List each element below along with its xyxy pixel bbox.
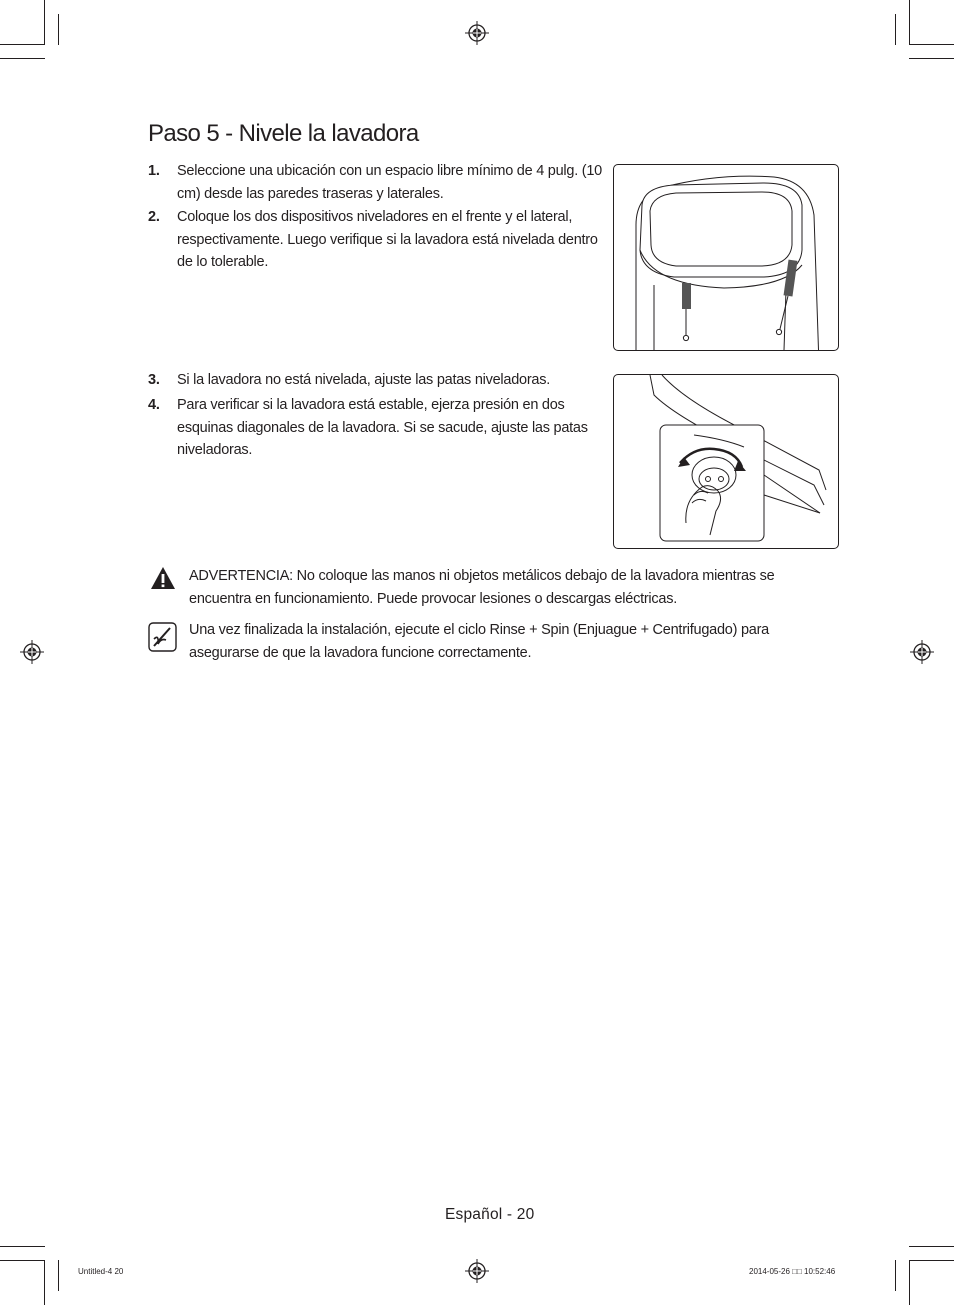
registration-mark-icon [465, 1259, 489, 1283]
print-slug-file: Untitled-4 20 [78, 1267, 124, 1276]
step-2 [148, 206, 610, 274]
washer-level-illustration [613, 164, 839, 351]
step-text: Seleccione una ubicación con un espacio libre mínimo de 4 pulg. (10 cm) desde las paredes traseras y laterales. [177, 163, 602, 202]
warning-label: ADVERTENCIA [189, 568, 290, 584]
note-text: Una vez finalizada la instalación, ejecute el ciclo Rinse + Spin (Enjuague + Centrifugado) para asegurarse de que la lavadora funcione correctamente. [189, 622, 769, 661]
step-4 [148, 394, 588, 462]
warning-triangle-icon [150, 566, 176, 590]
step-number: 2. [148, 209, 160, 225]
page-title: Paso 5 - Nivele la lavadora [148, 120, 419, 147]
step-text: Si la lavadora no está nivelada, ajuste las patas niveladoras. [177, 372, 551, 388]
step-text: Para verificar si la lavadora está estable, ejerza presión en dos esquinas diagonales de la lavadora. Si se sacude, ajuste las patas niveladoras. [177, 397, 588, 458]
step-number: 3. [148, 372, 160, 388]
print-slug-date: 2014-05-26 □□ 10:52:46 [749, 1267, 836, 1276]
step-number: 1. [148, 163, 160, 179]
registration-mark-icon [20, 640, 44, 664]
note-pencil-icon [148, 622, 177, 652]
registration-mark-icon [910, 640, 934, 664]
warning-body: : No coloque las manos ni objetos metálicos debajo de la lavadora mientras se encuentra en funcionamiento. Puede provocar lesiones o descargas eléctricas. [189, 568, 775, 607]
registration-mark-icon [465, 21, 489, 45]
step-number: 4. [148, 397, 160, 413]
step-1 [148, 160, 610, 205]
leveling-leg-illustration [613, 374, 839, 549]
step-text: Coloque los dos dispositivos niveladores en el frente y el lateral, respectivamente. Luego verifique si la lavadora está nivelada dentro de lo tolerable. [177, 209, 598, 270]
page-number: Español - 20 [445, 1206, 535, 1223]
step-3 [148, 369, 610, 392]
warning-text [189, 565, 829, 610]
